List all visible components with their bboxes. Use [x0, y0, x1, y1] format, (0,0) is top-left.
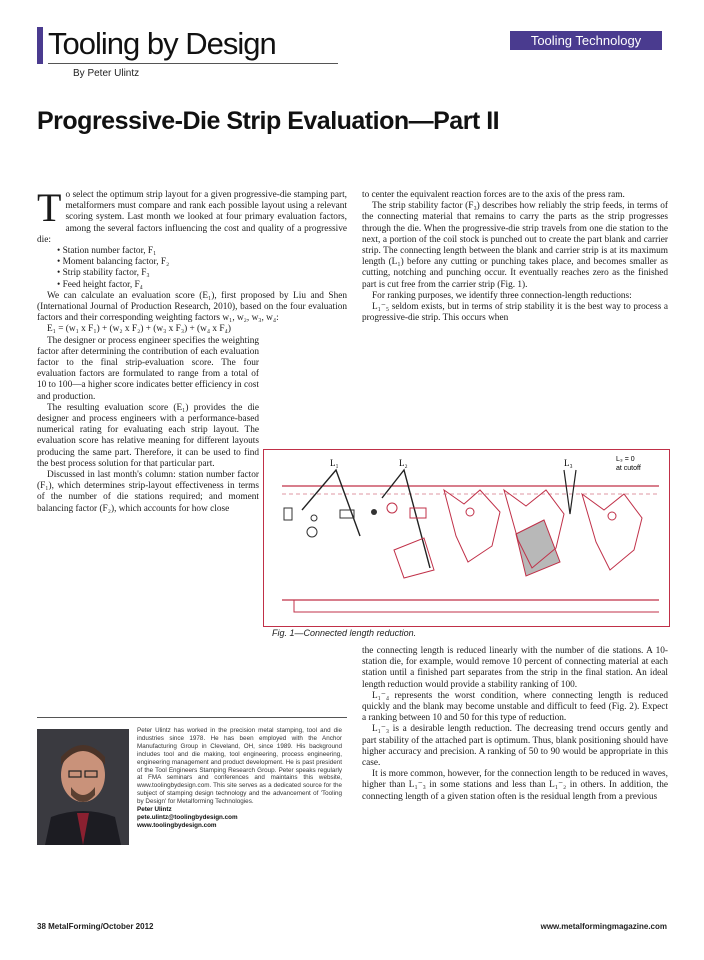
right-paragraph-7: L₁⁻₃ is a desirable length reduction. The decreasing trend occurs gently and part stability of the attached part is optimum. Thus, blank positioning should have higher accuracy and precision. A ranking of 50 to 90 would be appropriate in this case. — [362, 724, 668, 769]
right-column-bottom — [362, 646, 668, 910]
formula: E₁ = (w₁ x F₁) + (w₂ x F₂) + (w₃ x F₃) + (w₄ x F₄) — [47, 324, 231, 335]
list-item: • Strip stability factor, F₃ — [57, 268, 347, 279]
article-title: Progressive-Die Strip Evaluation—Part II — [37, 107, 500, 135]
right-paragraph-4: L₁⁻₅ seldom exists, but in terms of strip stability it is the best way to process a progressive-die strip. This occurs when — [362, 302, 668, 324]
calc-paragraph: We can calculate an evaluation score (E₁), first proposed by Liu and Shen (International Journal of Production Research, 2010), based on the four evaluation factors and their corresponding weighting factors w₁, w₂, w₃, w₄: — [37, 290, 347, 324]
legend-l3-zero: L₃ = 0 — [616, 456, 635, 463]
list-item: • Moment balancing factor, F₂ — [57, 257, 347, 268]
section-accent-bar — [37, 27, 43, 64]
author-bio — [137, 727, 342, 830]
author-photo — [37, 729, 129, 845]
footer-right: www.metalformingmagazine.com — [540, 922, 667, 931]
bio-web: www.toolingbydesign.com — [137, 821, 217, 829]
strip-layout-drawing — [264, 450, 669, 626]
factor-list — [37, 246, 347, 291]
bio-email: pete.ulintz@toolingbydesign.com — [137, 813, 238, 821]
right-column-top — [362, 190, 668, 448]
right-paragraph-1: to center the equivalent reaction forces are to the axis of the press ram. — [362, 190, 625, 200]
section-badge: Tooling Technology — [510, 31, 662, 50]
header-rule — [48, 63, 338, 64]
list-item: • Feed height factor, F₄ — [57, 280, 347, 291]
label-l2: L₂ — [399, 458, 408, 468]
bio-text: Peter Ulintz has worked in the precision metal stamping, tool and die industries since 1978. He has been employed with the Anchor Manufacturing Group in Cleveland, OH, since 1989. His background includes tool and die making, tool engineering, process engineering, engineering management and product development. He is past president of the Tool Engineers Stamping Research Group. Peter speaks regularly at FMA seminars and conferences and maintains this website, www.toolingbydesign.com. This site serves as a dedicated source for the subject of stamping design technology and the advancement of 'Tooling by Design' for Metalforming Technologies. — [137, 727, 342, 806]
designer-paragraph: The designer or process engineer specifies the weighting factor after determining the contribution of each evaluation factor to the final strip-evaluation score. The four evaluation factors are formulated to range from a total of 10 to 100—a higher score indicates better efficiency in cost and production. — [37, 335, 259, 402]
bio-separator — [37, 717, 347, 718]
right-paragraph-2: The strip stability factor (F₃) describes how reliably the strip feeds, in terms of the connecting material that remains to carry the parts as the strip progresses through the die. When the progressive-die strip travels from one die station to the next, a portion of the coil stock is punched out to create the part blank and carrier strip. The connecting length between the blank and carrier strip is at its maximum length (L₁) before any cutting or punching takes place, and becomes smaller as cutting, notching and punching occur. It eventually reaches zero as the finished part is cut free from the carrier strip (Fig. 1). — [362, 201, 668, 290]
byline: By Peter Ulintz — [73, 68, 140, 79]
list-item: • Station number factor, F₁ — [57, 246, 347, 257]
right-paragraph-6: L₁⁻₄ represents the worst condition, where connecting length is reduced quickly and the blank may become unstable and difficult to feed (Fig. 2). Expect a ranking between 10 and 50 for this type of reduction. — [362, 690, 668, 724]
discussed-paragraph: Discussed in last month's column: station number factor (F₁), which determines strip-layout effectiveness in terms of the number of die stations required; and moment balancing factor (F₂), which accounts for how close — [37, 470, 259, 514]
legend-at-cutoff: at cutoff — [616, 465, 641, 472]
bio-name: Peter Ulintz — [137, 806, 172, 814]
figure-caption: Fig. 1—Connected length reduction. — [272, 628, 417, 638]
drop-cap: T — [37, 190, 62, 230]
label-l1: L₁ — [330, 458, 339, 468]
label-l3: L₃ — [564, 458, 573, 468]
right-paragraph-8: It is more common, however, for the connection length to be reduced in waves, higher than L₁⁻₃ in some stations and less than L₁⁻₂ in others. In addition, the connecting length of a given station often is the residual length from a previous — [362, 769, 668, 802]
right-paragraph-3: For ranking purposes, we identify three connection-length reductions: — [372, 290, 632, 301]
footer-left: 38 MetalForming/October 2012 — [37, 922, 154, 931]
strip-layout-figure — [263, 449, 670, 627]
right-paragraph-5: the connecting length is reduced linearly with the number of die stations. A 10-station die, for example, would remove 10 percent of connecting material at each station until a finished part separates from the strip in the final station. An ideal length reduction would provide a stability ranking of 100. — [362, 646, 668, 690]
intro-paragraph: To select the optimum strip layout for a given progressive-die stamping part, metalformers must compare and rank each possible layout using a relevant scoring system. Last month we looked at four primary evaluation factors, among the several factors influencing the cost and quality of a progressive die: — [37, 190, 347, 245]
section-title: Tooling by Design — [48, 26, 276, 61]
resulting-paragraph: The resulting evaluation score (E₁) provides the die designer and process engineers with a performance-based numerical rating for evaluating each strip layout. The evaluation score has relative meaning for different layouts producing the same part. Therefore, it can be used to find the best process solution for that particular part. — [37, 402, 259, 469]
